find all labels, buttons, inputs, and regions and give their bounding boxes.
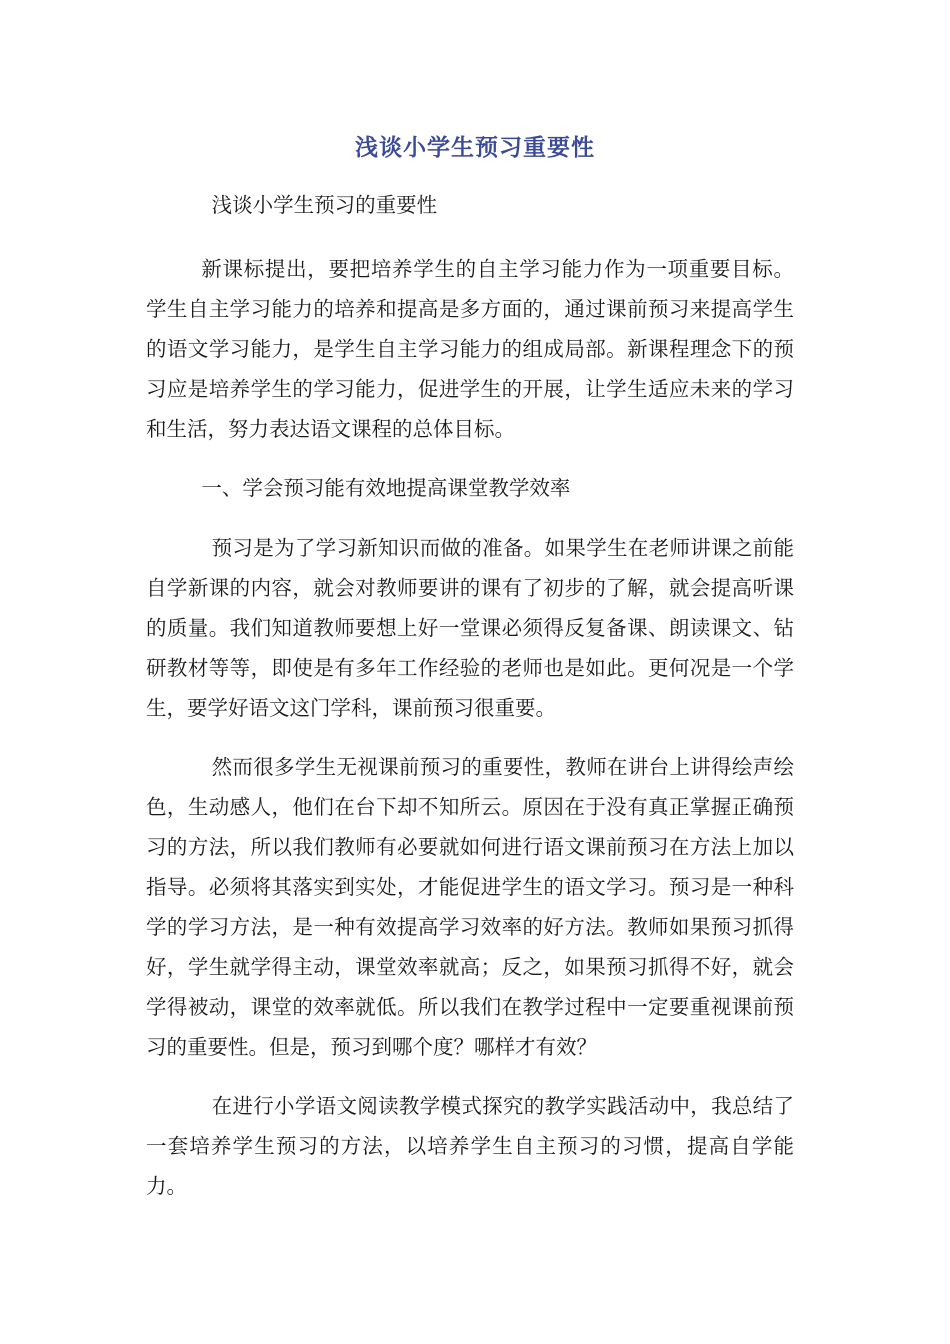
document-title: 浅谈小学生预习重要性 bbox=[355, 135, 595, 161]
body-paragraph-2: 预习是为了学习新知识而做的准备。如果学生在老师讲课之前能自学新课的内容，就会对教师要讲的课有了初步的了解，就会提高听课的质量。我们知道教师要想上好一堂课必须得反复备课、朗读课文、钻研教材等等，即使是有多年工作经验的老师也是如此。更何况是一个学生，要学好语文这门学科，课前预习很重要。 bbox=[146, 536, 794, 720]
subtitle-paragraph: 浅谈小学生预习的重要性 bbox=[211, 193, 438, 217]
section-heading-1: 一、学会预习能有效地提高课堂教学效率 bbox=[201, 476, 571, 500]
body-paragraph-4: 在进行小学语文阅读教学模式探究的教学实践活动中，我总结了一套培养学生预习的方法，以培养学生自主预习的习惯，提高自学能力。 bbox=[146, 1094, 794, 1198]
body-paragraph-3: 然而很多学生无视课前预习的重要性，教师在讲台上讲得绘声绘色，生动感人，他们在台下却不知所云。原因在于没有真正掌握正确预习的方法，所以我们教师有必要就如何进行语文课前预习在方法上加以指导。必须将其落实到实处，才能促进学生的语文学习。预习是一种科学的学习方法，是一种有效提高学习效率的好方法。教师如果预习抓得好，学生就学得主动，课堂效率就高；反之，如果预习抓得不好，就会学得被动，课堂的效率就低。所以我们在教学过程中一定要重视课前预习的重要性。但是，预习到哪个度？哪样才有效？ bbox=[146, 755, 794, 1059]
document-body bbox=[146, 185, 794, 1225]
body-paragraph-1: 新课标提出，要把培养学生的自主学习能力作为一项重要目标。学生自主学习能力的培养和提高是多方面的，通过课前预习来提高学生的语文学习能力，是学生自主学习能力的组成局部。新课程理念下的预习应是培养学生的学习能力，促进学生的开展，让学生适应未来的学习和生活，努力表达语文课程的总体目标。 bbox=[146, 257, 794, 441]
